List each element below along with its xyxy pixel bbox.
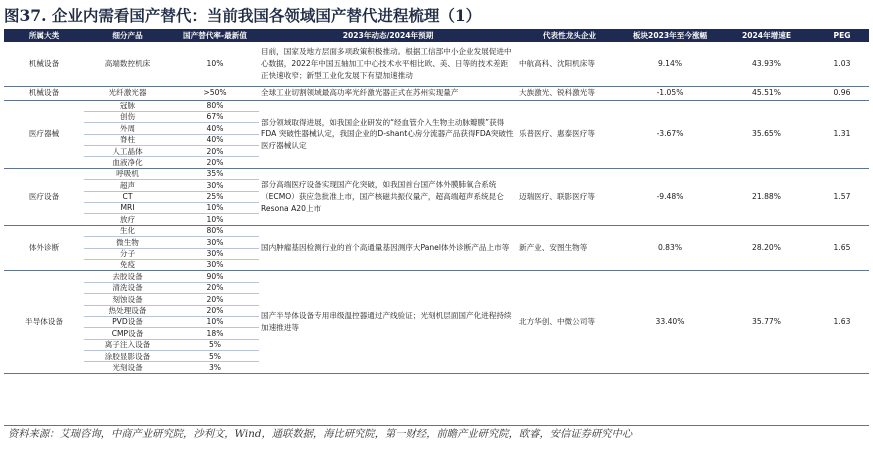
product-cell: 涂胶显影设备 (84, 351, 171, 362)
change-cell: -3.67% (622, 100, 718, 168)
rate-cell: 30% (171, 248, 259, 259)
table-row (4, 168, 869, 179)
table-row (4, 225, 869, 236)
rate-cell: 5% (171, 351, 259, 362)
change-cell: -9.48% (622, 168, 718, 225)
source-divider (4, 425, 869, 426)
rate-cell: 10% (171, 316, 259, 327)
dynamics-cell: 全球工业切割领域最高功率光纤激光器正式在苏州实现量产 (259, 86, 517, 100)
table-row (4, 42, 869, 86)
peg-cell: 1.63 (815, 271, 869, 374)
product-cell: 微生物 (84, 237, 171, 248)
product-cell: 超声 (84, 180, 171, 191)
category-cell: 医疗器械 (4, 100, 84, 168)
product-cell: 去胶设备 (84, 271, 171, 282)
dynamics-cell: 国产半导体设备专用串级温控器通过产线验证；光刻机层面国产化进程持续加速推进等 (259, 271, 517, 374)
product-cell: 冠脉 (84, 100, 171, 111)
product-cell: 光纤激光器 (84, 86, 171, 100)
rate-cell: 25% (171, 191, 259, 202)
table-header-row (4, 29, 869, 42)
rate-cell: 18% (171, 328, 259, 339)
category-cell: 机械设备 (4, 86, 84, 100)
column-header: 2024年增速E (718, 29, 815, 42)
leaders-cell: 迈瑞医疗、联影医疗等 (517, 168, 622, 225)
leaders-cell: 中航高科、沈阳机床等 (517, 42, 622, 86)
product-cell: 清洗设备 (84, 282, 171, 293)
product-cell: 血液净化 (84, 157, 171, 168)
rate-cell: 10% (171, 42, 259, 86)
figure-title: 图37. 企业内需看国产替代：当前我国各领域国产替代进程梳理（1） (4, 6, 482, 25)
growth-cell: 35.77% (718, 271, 815, 374)
table-row (4, 86, 869, 100)
leaders-cell: 新产业、安图生物等 (517, 225, 622, 271)
growth-cell: 35.65% (718, 100, 815, 168)
category-cell: 半导体设备 (4, 271, 84, 374)
rate-cell: 80% (171, 100, 259, 111)
peg-cell: 0.96 (815, 86, 869, 100)
column-header: PEG (815, 29, 869, 42)
product-cell: PVD设备 (84, 316, 171, 327)
rate-cell: 80% (171, 225, 259, 236)
category-cell: 体外诊断 (4, 225, 84, 271)
substitution-table (4, 29, 869, 374)
peg-cell: 1.31 (815, 100, 869, 168)
rate-cell: 30% (171, 259, 259, 270)
rate-cell: >50% (171, 86, 259, 100)
peg-cell: 1.57 (815, 168, 869, 225)
product-cell: 高端数控机床 (84, 42, 171, 86)
change-cell: 9.14% (622, 42, 718, 86)
rate-cell: 20% (171, 282, 259, 293)
dynamics-cell: 目前，国家及地方层面多项政策积极推动。根据工信部中小企业发展促进中心数据，2022年中国五轴加工中心技术水平相比欧、美、日等的技术差距正快速收窄；新型工业化发展下有望加速推动 (259, 42, 517, 86)
table-row (4, 100, 869, 111)
product-cell: 热处理设备 (84, 305, 171, 316)
dynamics-cell: 部分领域取得进展，如我国企业研发的“经血管介入生物主动脉瓣膜”获得 FDA 突破性器械认定，我国企业的D-shant心房分流器产品获得FDA突破性医疗器械认定 (259, 100, 517, 168)
product-cell: 呼吸机 (84, 168, 171, 179)
rate-cell: 20% (171, 157, 259, 168)
category-cell: 医疗设备 (4, 168, 84, 225)
product-cell: 放疗 (84, 214, 171, 225)
column-header: 代表性龙头企业 (517, 29, 622, 42)
peg-cell: 1.65 (815, 225, 869, 271)
category-cell: 机械设备 (4, 42, 84, 86)
column-header: 2023年动态/2024年预期 (259, 29, 517, 42)
rate-cell: 20% (171, 146, 259, 157)
product-cell: CT (84, 191, 171, 202)
table-row (4, 271, 869, 282)
growth-cell: 28.20% (718, 225, 815, 271)
product-cell: 生化 (84, 225, 171, 236)
change-cell: 33.40% (622, 271, 718, 374)
table-body (4, 42, 869, 373)
rate-cell: 40% (171, 134, 259, 145)
leaders-cell: 大族激光、锐科激光等 (517, 86, 622, 100)
product-cell: 刻蚀设备 (84, 294, 171, 305)
rate-cell: 3% (171, 362, 259, 373)
rate-cell: 30% (171, 237, 259, 248)
product-cell: 离子注入设备 (84, 339, 171, 350)
change-cell: -1.05% (622, 86, 718, 100)
growth-cell: 43.93% (718, 42, 815, 86)
column-header: 细分产品 (84, 29, 171, 42)
product-cell: 外周 (84, 123, 171, 134)
growth-cell: 21.88% (718, 168, 815, 225)
dynamics-cell: 部分高端医疗设备实现国产化突破，如我国首台国产体外膜肺氧合系统（ECMO）获应急批准上市，国产核磁共振仪量产，超高端超声系统昆仑Resona A20上市 (259, 168, 517, 225)
rate-cell: 10% (171, 214, 259, 225)
product-cell: 创伤 (84, 111, 171, 122)
column-header: 国产替代率-最新值 (171, 29, 259, 42)
source-note: 资料来源：艾瑞咨询，中商产业研究院，沙利文，Wind，通联数据，海比研究院，第一财经，前瞻产业研究院，欧睿，安信证券研究中心 (8, 428, 633, 440)
dynamics-cell: 国内肿瘤基因检测行业的首个高通量基因测序大Panel体外诊断产品上市等 (259, 225, 517, 271)
product-cell: CMP设备 (84, 328, 171, 339)
leaders-cell: 北方华创、中微公司等 (517, 271, 622, 374)
product-cell: MRI (84, 203, 171, 214)
growth-cell: 45.51% (718, 86, 815, 100)
rate-cell: 30% (171, 180, 259, 191)
product-cell: 分子 (84, 248, 171, 259)
product-cell: 光刻设备 (84, 362, 171, 373)
product-cell: 免疫 (84, 259, 171, 270)
rate-cell: 40% (171, 123, 259, 134)
column-header: 所属大类 (4, 29, 84, 42)
product-cell: 脊柱 (84, 134, 171, 145)
rate-cell: 5% (171, 339, 259, 350)
rate-cell: 10% (171, 203, 259, 214)
change-cell: 0.83% (622, 225, 718, 271)
leaders-cell: 乐普医疗、惠泰医疗等 (517, 100, 622, 168)
rate-cell: 67% (171, 111, 259, 122)
peg-cell: 1.03 (815, 42, 869, 86)
rate-cell: 20% (171, 294, 259, 305)
column-header: 板块2023年至今涨幅 (622, 29, 718, 42)
product-cell: 人工晶体 (84, 146, 171, 157)
rate-cell: 90% (171, 271, 259, 282)
rate-cell: 20% (171, 305, 259, 316)
rate-cell: 35% (171, 168, 259, 179)
